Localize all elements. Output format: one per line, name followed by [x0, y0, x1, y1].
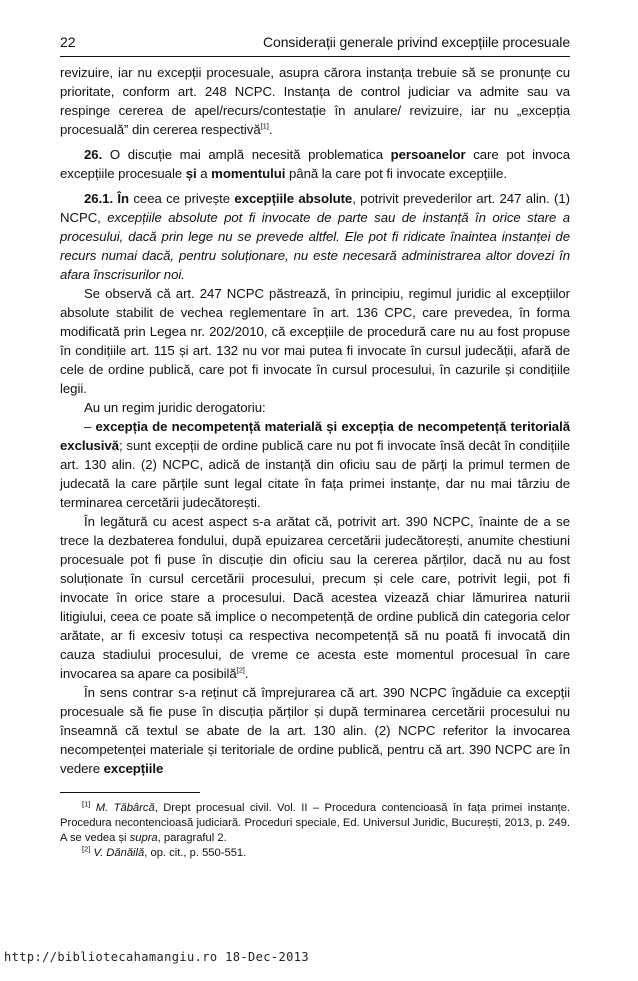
- text-run: O discuție mai amplă necesită problematica: [102, 147, 391, 162]
- text-run: M. Tăbârcă: [95, 802, 155, 814]
- text-run: .: [268, 122, 273, 137]
- footnotes: [60, 801, 570, 861]
- text-run: 26.1. În: [84, 191, 130, 206]
- text-run: până la care pot fi invocate excepțiile.: [285, 166, 507, 181]
- text-run: , Drept procesual civil. Vol. II – Procedura contencioasă în fața primei instanțe. Procedura necontencioasă judiciară. Proceduri speciale, Ed. Universul Juridic, București, 2013, p. 249. A se vedea și: [60, 802, 570, 844]
- footnote-ref: [2]: [236, 665, 245, 675]
- paragraph: [60, 145, 570, 183]
- text-run: , op. cit., p. 550-551.: [144, 847, 247, 859]
- paragraph: [60, 284, 570, 398]
- text-run: excepția de necompetență materială și excepția de necompetență teritorială exclusivă: [60, 419, 570, 453]
- book-page: [60, 34, 570, 861]
- text-run: Se observă că art. 247 NCPC păstrează, în principiu, regimul juridic al excepțiilor absolute stabilit de vechea reglementare în art. 136 CPC, care prevedea, în forma modificată prin Legea nr. 202/2010, că excepțiile de procedură care nu au fost propuse în condițiile art. 115 și art. 132 nu vor mai putea fi invocate în cursul judecății, afară de cele de ordine publică, care pot fi invocate în cursul procesului, în cazurile și condițiile legii.: [60, 286, 570, 396]
- paragraph: [60, 189, 570, 284]
- paragraph: [60, 398, 570, 417]
- text-run: supra: [129, 832, 158, 844]
- footnote-divider: [60, 792, 200, 793]
- text-run: momentului: [211, 166, 286, 181]
- text-run: a: [196, 166, 212, 181]
- text-run: .: [244, 666, 249, 681]
- text-run: , paragraful 2.: [157, 832, 227, 844]
- footnote: [60, 846, 570, 861]
- text-run: ceea ce privește: [129, 191, 235, 206]
- page-number: 22: [60, 34, 76, 50]
- paragraph: [60, 683, 570, 778]
- text-run: care pot invoca excepțiile procesuale: [60, 147, 570, 181]
- running-header: [60, 34, 570, 57]
- paragraph: [60, 63, 570, 139]
- body-text: [60, 63, 570, 778]
- footnote: [60, 801, 570, 846]
- text-run: În legătură cu acest aspect s-a arătat că, potrivit art. 390 NCPC, înainte de a se trece la dezbaterea fondului, după epuizarea cercetării judecătorești, anumite chestiuni procesuale pot fi puse în discuție din oficiu sau la cererea părților, dacă nu au fost soluționate în cursul cercetării procesului, precum și cele care, potrivit legii, pot fi invocate în orice stare a procesului. Dacă acestea vizează chiar lămurirea naturii litigiului, ceea ce poate să implice o necompetență de ordine publică din categoria celor arătate, ar fi excesiv totuși ca respectiva necompetență să nu poată fi invocată din cauza stadiului procesului, de vreme ce acesta este momentul procesual în care invocarea sa apare ca posibilă: [60, 514, 570, 681]
- footnote-ref: [2]: [82, 844, 91, 854]
- footnote-ref: [1]: [82, 799, 91, 809]
- text-run: , potrivit prevederilor art. 247 alin. (1) NCPC,: [60, 191, 570, 225]
- text-run: și: [185, 166, 197, 181]
- paragraph: [60, 512, 570, 683]
- running-title: Considerații generale privind excepțiile procesuale: [263, 34, 570, 50]
- paragraph: [60, 417, 570, 512]
- text-run: excepțiile absolute: [234, 191, 353, 206]
- source-url-watermark: http://bibliotecahamangiu.ro 18-Dec-2013: [4, 950, 309, 964]
- text-run: V. Dănăilă: [93, 847, 145, 859]
- footnote-ref: [1]: [260, 121, 269, 131]
- text-run: În sens contrar s-a reținut că împrejurarea că art. 390 NCPC îngăduie ca excepții procesuale să fie puse în discuția părților și după terminarea cercetării procesului nu înseamnă că textul se abate de la art. 130 alin. (2) NCPC referitor la invocarea necompetenței materiale și teritoriale de ordine publică, pentru că art. 390 NCPC are în vedere: [60, 685, 570, 776]
- text-run: excepțiile absolute pot fi invocate de parte sau de instanță în orice stare a procesului, dacă prin lege nu se prevede altfel. Ele pot fi ridicate înaintea instanței de recurs numai dacă, pentru soluționare, nu este necesară administrarea altor dovezi în afara înscrisurilor noi.: [60, 210, 570, 282]
- text-run: revizuire, iar nu excepții procesuale, asupra cărora instanța trebuie să se pronunțe cu prioritate, conform art. 248 NCPC. Instanța de control judiciar va admite sau va respinge cererea de apel/recurs/contestație în anulare/ revizuire, iar nu „excepția procesuală” din cererea respectivă: [60, 65, 570, 137]
- text-run: persoanelor: [390, 147, 466, 162]
- text-run: ; sunt excepții de ordine publică care nu pot fi invocate însă decât în condițiile art. 130 alin. (2) NCPC, adică de instanță din oficiu sau de părți la primul termen de judecată la care părțile sunt legal citate în fața primei instanțe, dar nu mai târziu de terminarea cercetării judecătorești.: [60, 438, 570, 510]
- text-run: 26.: [84, 147, 103, 162]
- text-run: Au un regim juridic derogatoriu:: [84, 400, 266, 415]
- text-run: excepțiile: [103, 761, 164, 776]
- text-run: –: [84, 419, 96, 434]
